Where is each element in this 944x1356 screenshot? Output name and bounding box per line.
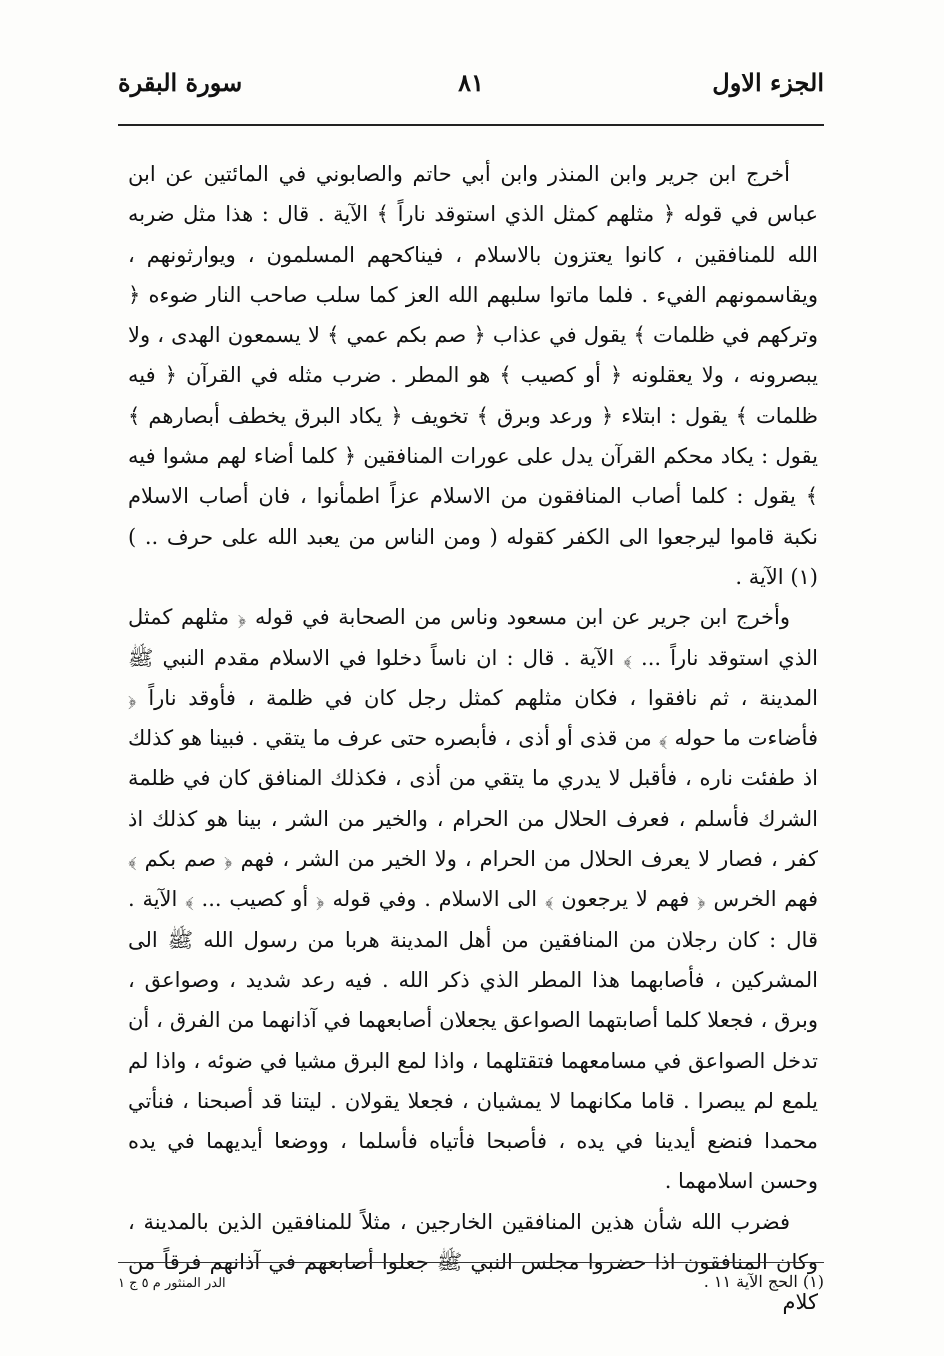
juz-title: الجزء الاول bbox=[712, 68, 824, 97]
main-text bbox=[128, 154, 818, 1323]
source-note: الدر المنثور م ٥ ج ١ bbox=[118, 1276, 226, 1291]
paragraph-2: وأخرج ابن جرير عن ابن مسعود وناس من الصحابة في قوله ﴿ مثلهم كمثل الذي استوقد ناراً ... ﴾ الآية . قال : ان ناساً دخلوا في الاسلام مقدم النبي ﷺ المدينة ، ثم نافقوا ، فكان مثلهم كمثل رجل كان في ظلمة ، فأوقد ناراً ﴿ فأضاءت ما حوله ﴾ من قذى أو أذى ، فأبصره حتى عرف ما يتقي . فبينا هو كذلك اذ طفئت ناره ، فأقبل لا يدري ما يتقي من أذى ، فكذلك المنافق كان في ظلمة الشرك فأسلم ، فعرف الحلال من الحرام ، والخير من الشر ، بينا هو كذلك اذ كفر ، فصار لا يعرف الحلال من الحرام ، ولا الخير من الشر ، فهم ﴿ صم بكم ﴾ فهم الخرس ﴿ فهم لا يرجعون ﴾ الى الاسلام . وفي قوله ﴿ أو كصيب ... ﴾ الآية . قال : كان رجلان من المنافقين من أهل المدينة هربا من رسول الله ﷺ الى المشركين ، فأصابهما هذا المطر الذي ذكر الله . فيه رعد شديد ، وصواعق ، وبرق ، فجعلا كلما أصابتهما الصواعق يجعلان أصابعهما في آذانهما من الفرق ، أن تدخل الصواعق في مسامعهما فتقتلهما ، واذا لمع البرق مشيا في ضوئه ، واذا لم يلمع لم يبصرا . قاما مكانهما لا يمشيان ، فجعلا يقولان . ليتنا قد أصبحنا ، فنأتي محمدا فنضع أيدينا في يده ، فأصبحا فأتياه فأسلما ، ووضعا أيديهما في يده وحسن اسلامهما . bbox=[128, 605, 818, 1194]
header-divider bbox=[118, 124, 824, 126]
footnote-divider bbox=[118, 1262, 824, 1263]
footnote: (١) الحج الآية ١١ . bbox=[703, 1272, 824, 1291]
paragraph-3: فضرب الله شأن هذين المنافقين الخارجين ، مثلاً للمنافقين الذين بالمدينة ، وكان المنافقون اذا حضروا مجلس النبي ﷺ جعلوا أصابعهم في آذانهم فرقاً من كلام bbox=[128, 1209, 818, 1315]
surah-title: سورة البقرة bbox=[118, 68, 243, 97]
page-header bbox=[118, 64, 824, 104]
paragraph-1: أخرج ابن جرير وابن المنذر وابن أبي حاتم والصابوني في المائتين عن ابن عباس في قوله ﴿ مثلهم كمثل الذي استوقد ناراً ﴾ الآية . قال : هذا مثل ضربه الله للمنافقين ، كانوا يعتزون بالاسلام ، فيناكحهم المسلمون ، ويوارثونهم ، ويقاسمونهم الفيء . فلما ماتوا سلبهم الله العز كما سلب صاحب النار ضوءه ﴿ وتركهم في ظلمات ﴾ يقول في عذاب ﴿ صم بكم عمي ﴾ لا يسمعون الهدى ، ولا يبصرونه ، ولا يعقلونه ﴿ أو كصيب ﴾ هو المطر . ضرب مثله في القرآن ﴿ فيه ظلمات ﴾ يقول : ابتلاء ﴿ ورعد وبرق ﴾ تخويف ﴿ يكاد البرق يخطف أبصارهم ﴾ يقول : يكاد محكم القرآن يدل على عورات المنافقين ﴿ كلما أضاء لهم مشوا فيه ﴾ يقول : كلما أصاب المنافقون من الاسلام عزاً اطمأنوا ، فان أصاب الاسلام نكبة قاموا ليرجعوا الى الكفر كقوله ( ومن الناس من يعبد الله على حرف .. ) (١) الآية . bbox=[128, 162, 819, 589]
page-number: ٨١ bbox=[458, 68, 484, 97]
